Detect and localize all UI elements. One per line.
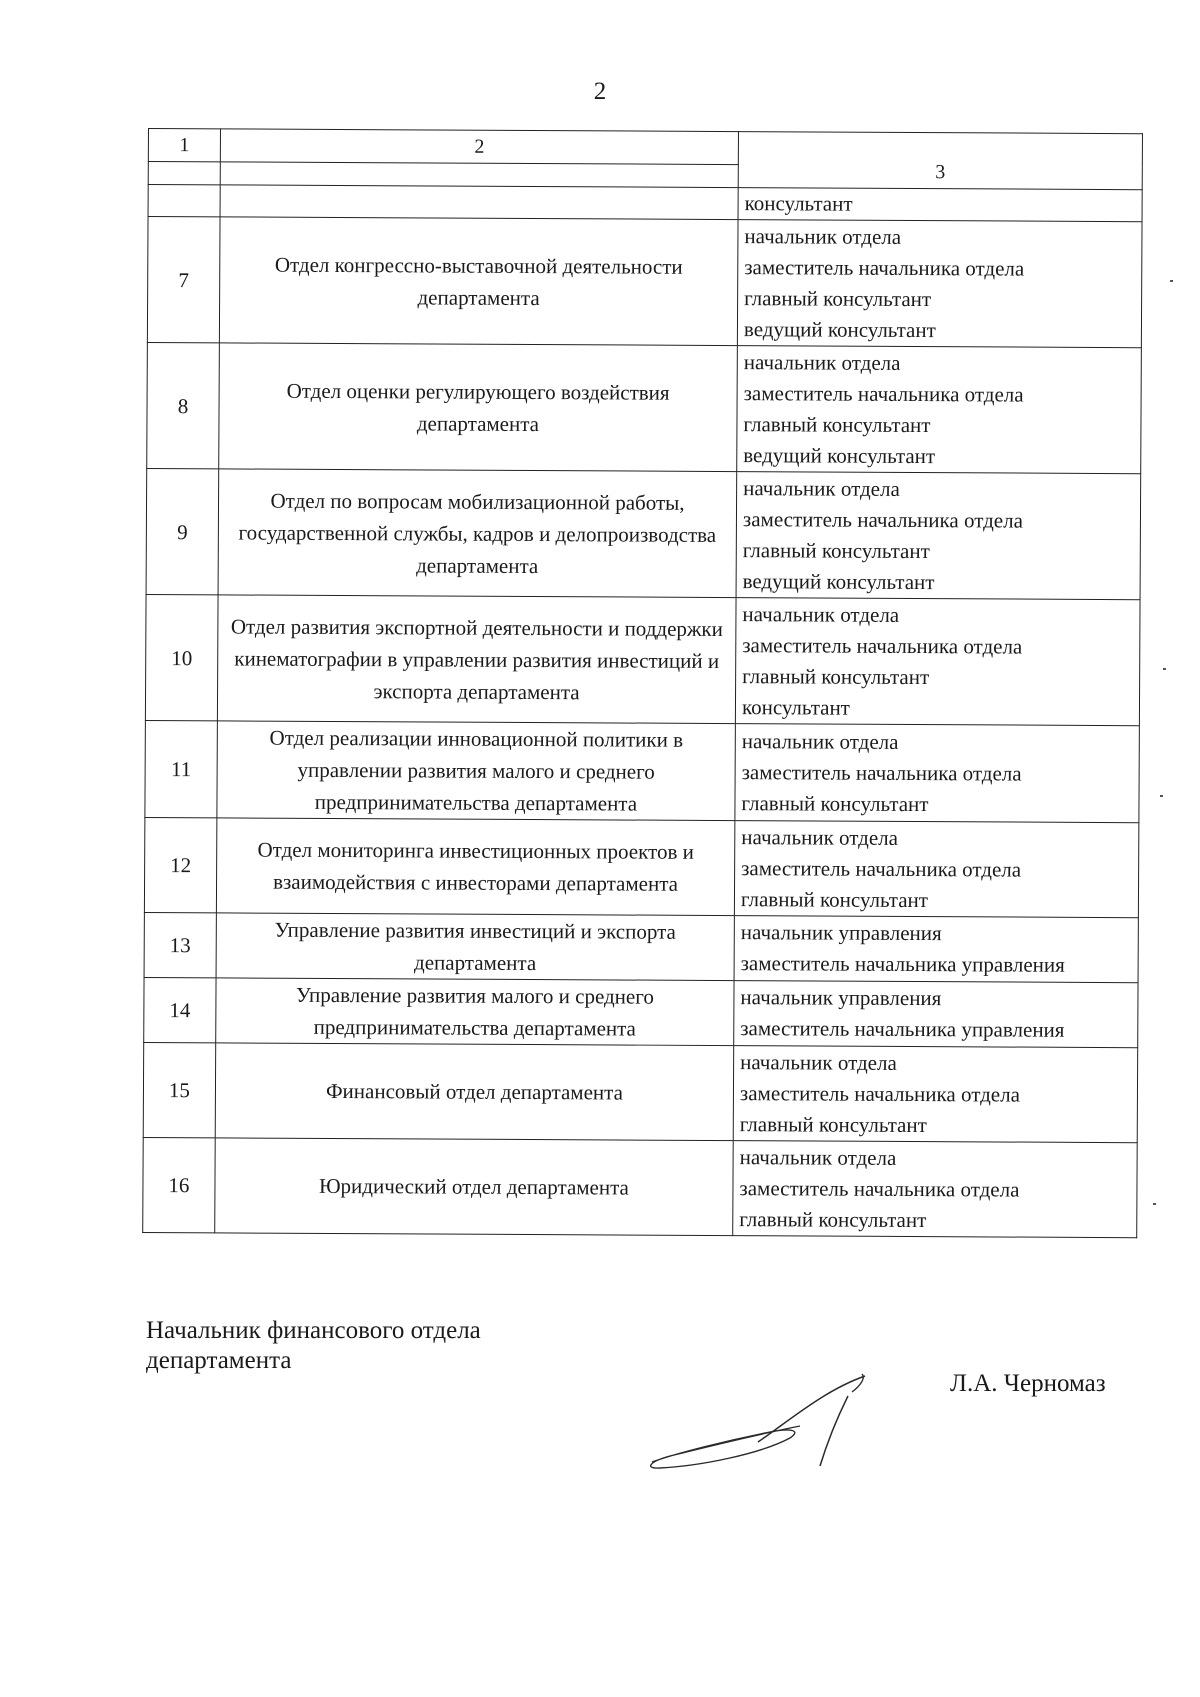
position-line: главный консультант (742, 537, 930, 563)
row-number-cell: 11 (145, 720, 218, 817)
positions-cell (736, 472, 1141, 600)
staff-table (142, 128, 1143, 1238)
signoff-title-line2: департамента (146, 1347, 292, 1374)
position-line: главный консультант (742, 663, 930, 689)
position-line: ведущий консультант (743, 442, 936, 468)
position-line: начальник отдела (740, 1049, 897, 1075)
table-header-row (148, 129, 1142, 167)
position-line: главный консультант (739, 1111, 927, 1137)
row-number-cell: 13 (144, 912, 216, 977)
continuation-positions-cell (738, 188, 1142, 222)
continuation-row (148, 185, 1142, 222)
header-cell-1: 1 (148, 129, 220, 162)
position-line: ведущий консультант (742, 568, 935, 594)
position-line: заместитель начальника отдела (739, 1080, 1021, 1107)
department-name-cell: Управление развития малого и среднего предпринимательства департамента (216, 978, 734, 1046)
position-line: начальник отдела (739, 1144, 897, 1170)
position-line: начальник отдела (744, 223, 902, 249)
row-number-cell: 8 (147, 342, 220, 468)
positions-cell (737, 220, 1142, 348)
positions-cell (734, 821, 1138, 918)
department-name-cell: Отдел реализации инновационной политики в управлении развития малого и среднего предпринимательства департамента (217, 721, 736, 821)
table-row (145, 594, 1140, 725)
continuation-dept-cell (220, 185, 738, 220)
row-number-cell: 9 (146, 468, 219, 594)
positions-cell (734, 981, 1138, 1048)
position-line: начальник отдела (741, 824, 899, 850)
row-number-cell: 14 (144, 977, 216, 1042)
position-line: консультант (744, 191, 853, 216)
position-line: главный консультант (744, 285, 932, 311)
position-line: заместитель начальника отдела (742, 632, 1023, 659)
table-row (143, 1042, 1137, 1142)
row-number-cell: 16 (143, 1137, 215, 1232)
table-row (147, 342, 1142, 473)
position-line: начальник отдела (743, 349, 901, 375)
filler-cell (148, 162, 220, 185)
row-number-cell: 10 (145, 594, 218, 720)
table-row (146, 468, 1141, 599)
row-number-cell: 12 (144, 817, 216, 912)
position-line: заместитель начальника отдела (739, 1175, 1020, 1202)
positions-cell (735, 598, 1140, 726)
position-line: ведущий консультант (743, 316, 936, 342)
table-row (147, 217, 1142, 348)
position-line: главный консультант (739, 1206, 927, 1232)
scan-speck (1153, 1203, 1156, 1205)
positions-cell (733, 1141, 1137, 1238)
department-name-cell: Управление развития инвестиций и экспорта департамента (216, 913, 734, 981)
row-number-cell: 7 (147, 217, 220, 343)
positions-cell (735, 724, 1140, 823)
position-line: заместитель начальника отдела (741, 759, 1022, 786)
department-name-cell: Отдел по вопросам мобилизационной работы, государственной службы, кадров и делопроизводства департамента (218, 469, 737, 598)
signer-name: Л.А. Черномаз (950, 1370, 1106, 1397)
signoff-title-line1: Начальник финансового отдела (146, 1317, 481, 1344)
scan-speck (1160, 795, 1163, 797)
department-name-cell: Отдел оценки регулирующего воздействия департамента (219, 343, 738, 472)
department-name-cell: Юридический отдел департамента (215, 1138, 733, 1236)
position-line: заместитель начальника отдела (741, 855, 1022, 882)
position-line: заместитель начальника отдела (742, 506, 1024, 533)
position-line: заместитель начальника отдела (743, 380, 1024, 407)
header-cell-2: 2 (220, 129, 738, 165)
staff-table-container (142, 128, 1142, 1238)
page-number: 2 (593, 78, 607, 105)
position-line: заместитель начальника отдела (744, 254, 1025, 281)
position-line: заместитель начальника управления (740, 951, 1065, 977)
position-line: начальник управления (740, 920, 942, 946)
table-row (145, 720, 1139, 822)
table-row (144, 912, 1138, 982)
position-line: главный консультант (740, 886, 929, 912)
department-name-cell: Отдел развития экспортной деятельности и поддержки кинематографии в управлении развития инвестиций и экспорта департамента (217, 595, 736, 724)
position-line: начальник отдела (741, 728, 899, 754)
positions-cell (734, 916, 1138, 983)
row-number-cell: 15 (143, 1042, 215, 1137)
position-line: заместитель начальника управления (740, 1016, 1065, 1042)
continuation-num-cell (148, 185, 220, 217)
signoff-title (146, 1316, 481, 1376)
table-row (144, 817, 1138, 917)
position-line: начальник отдела (743, 475, 900, 501)
position-line: начальник отдела (742, 601, 900, 627)
positions-cell (733, 1046, 1137, 1143)
table-row (143, 1137, 1137, 1237)
positions-cell (737, 346, 1142, 474)
header-cell-3: 3 (738, 132, 1142, 190)
position-line: начальник управления (740, 985, 942, 1011)
position-line: главный консультант (743, 411, 931, 437)
department-name-cell: Отдел мониторинга инвестиционных проектов и взаимодействия с инвесторами департамента (216, 818, 734, 916)
table-row (144, 977, 1138, 1047)
scan-speck (1163, 668, 1166, 670)
department-name-cell: Отдел конгрессно-выставочной деятельности департамента (219, 217, 738, 346)
position-line: главный консультант (741, 790, 929, 816)
filler-cell (220, 162, 738, 188)
position-line: консультант (741, 694, 850, 720)
department-name-cell: Финансовый отдел департамента (215, 1043, 733, 1141)
scan-speck (1170, 280, 1173, 282)
handwritten-signature (640, 1370, 870, 1480)
